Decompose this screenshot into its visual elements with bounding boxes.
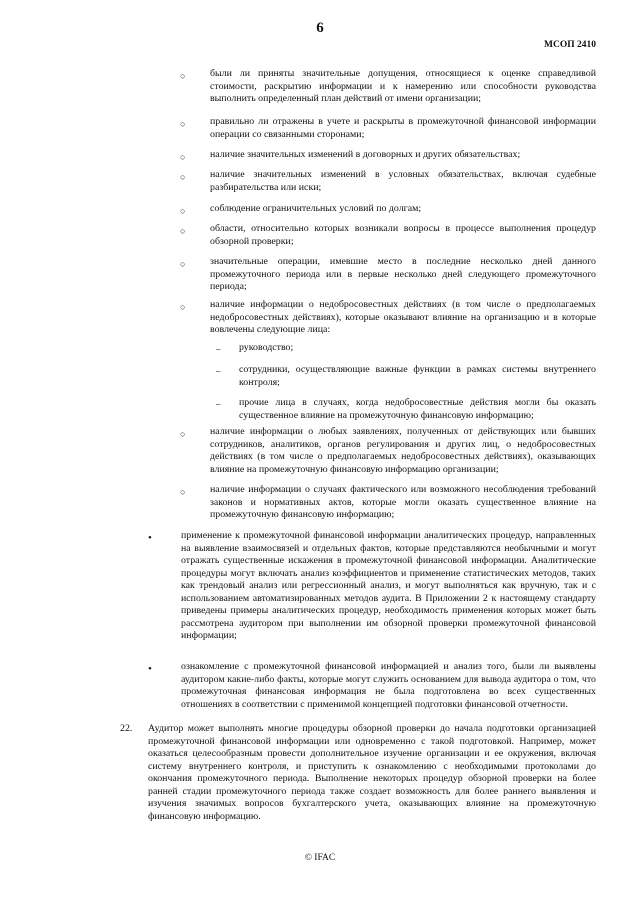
list-item: наличие информации о случаях фактического или возможного несоблюдения требований законов и нормативных актов, которые могли оказать существенное влияние на промежуточную финансовую информацию; (210, 484, 596, 520)
list-item: были ли приняты значительные допущения, относящиеся к оценке справедливой стоимости, раскрытию информации и к намерению или способности руководства выполнить определенный план действий от имени организации; (210, 68, 596, 104)
list-item: правильно ли отражены в учете и раскрыты в промежуточной финансовой информации операции со связанными сторонами; (210, 116, 596, 140)
circle-bullet-icon: ○ (180, 259, 186, 269)
list-item: области, относительно которых возникали вопросы в процессе выполнения процедур обзорной проверки; (210, 223, 596, 247)
list-item: применение к промежуточной финансовой информации аналитических процедур, направленных на выявление взаимосвязей и отдельных фактов, которые представляются необычными и могут отражать существенные искажения в промежуточной финансовой информации. Аналитические процедуры могут включать анализ коэффициентов и применение статистических методов, таких как трендовый анализ или регрессионный анализ, и могут выполняться как вручную, так и с использованием автоматизированных методов аудита. В Приложении 2 к настоящему стандарту приведены примеры аналитических процедур, необходимость применения которых может быть рассмотрена аудитором при выполнении им обзорной проверки промежуточной финансовой информации; (181, 530, 596, 641)
list-item: руководство; (239, 342, 294, 353)
dash-bullet-icon: – (216, 366, 221, 376)
list-item: соблюдение ограничительных условий по долгам; (210, 203, 422, 214)
list-item: наличие значительных изменений в условных обязательствах, включая судебные разбирательства или иски; (210, 169, 596, 193)
footer-copyright: © IFAC (304, 853, 336, 863)
circle-bullet-icon: ○ (180, 172, 186, 182)
circle-bullet-icon: ○ (180, 152, 186, 162)
circle-bullet-icon: ○ (180, 71, 186, 81)
list-item: значительные операции, имевшие место в последние несколько дней данного промежуточного периода или в первые несколько дней следующего промежуточного периода; (210, 256, 596, 292)
circle-bullet-icon: ○ (180, 206, 186, 216)
dash-bullet-icon: – (216, 399, 221, 409)
circle-bullet-icon: ○ (180, 119, 186, 129)
list-item: наличие значительных изменений в договорных и других обязательствах; (210, 149, 521, 160)
list-item: ознакомление с промежуточной финансовой информацией и анализ того, были ли выявлены аудитором какие-либо факты, которые могут служить основанием для вывода аудитора о том, что промежуточная финансовая информация не была подготовлена во всех существенных отношениях в соответствии с применимой концепцией подготовки финансовой отчетности. (181, 661, 596, 710)
dash-bullet-icon: – (216, 344, 221, 354)
circle-bullet-icon: ○ (180, 487, 186, 497)
bullet-icon: • (148, 663, 152, 675)
bullet-icon: • (148, 532, 152, 544)
list-item: наличие информации о любых заявлениях, полученных от действующих или бывших сотрудников, аналитиков, органов регулирования и других лиц, о недобросовестных действиях (в том числе о предполагаемых недобросовестных действиях), оказывающих влияние на промежуточную финансовую информацию организации; (210, 426, 596, 475)
circle-bullet-icon: ○ (180, 302, 186, 312)
list-item: прочие лица в случаях, когда недобросовестные действия могли бы оказать существенное влияние на промежуточную финансовую информацию; (239, 397, 596, 421)
list-item: сотрудники, осуществляющие важные функции в рамках системы внутреннего контроля; (239, 364, 596, 388)
paragraph-text: Аудитор может выполнять многие процедуры обзорной проверки до начала подготовки организацией промежуточной финансовой информации или одновременно с такой подготовкой. Например, может оказаться целесообразным провести дополнительное изучение организации и ее окружения, включая систему внутреннего контроля, и приступить к ознакомлению с необходимыми протоколами до окончания промежуточного периода. Выполнение некоторых процедур обзорной проверки на более ранней стадии промежуточного периода также создает возможность для более раннего выявления и изучения значимых вопросов бухгалтерского учета, оказывающих влияние на промежуточную финансовую информацию. (148, 723, 596, 822)
circle-bullet-icon: ○ (180, 429, 186, 439)
page-number: 6 (316, 20, 324, 36)
document-code: МСОП 2410 (544, 40, 596, 50)
list-item: наличие информации о недобросовестных действиях (в том числе о предполагаемых недобросовестных действиях), которые оказывают влияние на организацию и в которые вовлечены следующие лица: (210, 299, 596, 335)
paragraph-number: 22. (120, 723, 133, 734)
circle-bullet-icon: ○ (180, 226, 186, 236)
